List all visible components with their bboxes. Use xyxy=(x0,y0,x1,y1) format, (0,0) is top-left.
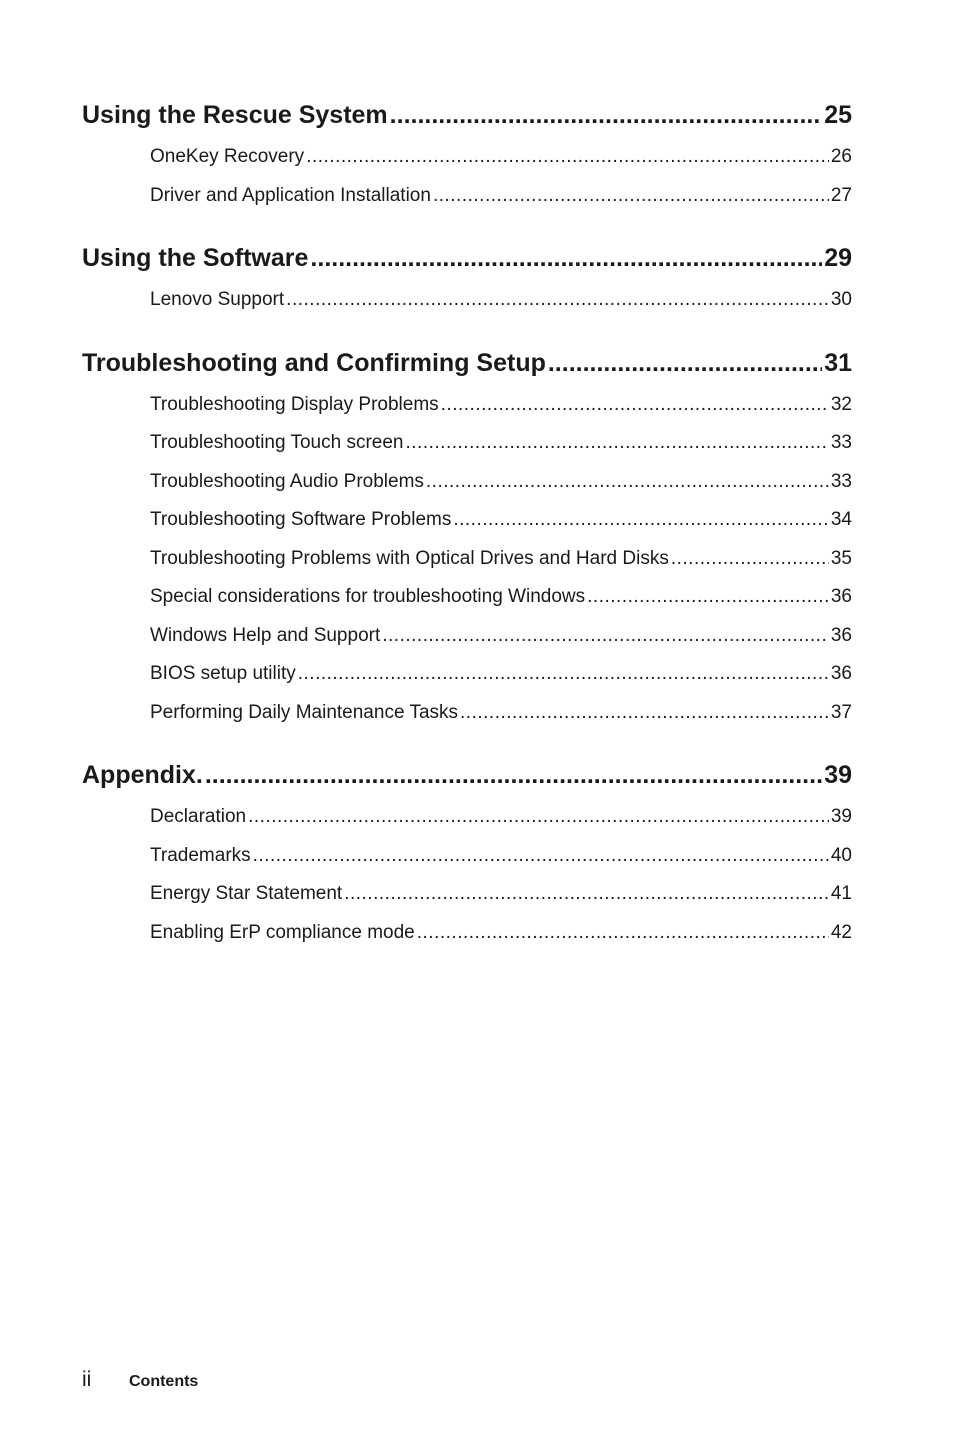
toc-entry-page: 26 xyxy=(830,146,852,167)
toc-entry-title: BIOS setup utility xyxy=(150,663,296,684)
toc-heading-page: 31 xyxy=(824,348,852,377)
toc-heading-page: 29 xyxy=(824,244,852,272)
dot-leader xyxy=(382,617,829,656)
toc-entry-link[interactable] xyxy=(150,578,852,617)
toc-entry-title: Troubleshooting Software Problems xyxy=(150,509,452,530)
toc-heading-title: Using the Software xyxy=(82,244,309,272)
toc-entry-page: 27 xyxy=(830,184,852,206)
toc-entry-link[interactable] xyxy=(150,655,852,694)
dot-leader xyxy=(548,344,822,382)
toc-section xyxy=(82,344,852,733)
dot-leader xyxy=(390,96,823,134)
toc-entry-page: 41 xyxy=(830,883,852,904)
toc-entry-page: 36 xyxy=(830,586,852,607)
toc-entry-page: 30 xyxy=(830,289,852,310)
toc-section xyxy=(82,756,852,952)
toc-entry-link[interactable] xyxy=(150,694,852,733)
toc-entry-title: OneKey Recovery xyxy=(150,146,305,167)
dot-leader xyxy=(286,281,829,320)
toc-entry-title: Performing Daily Maintenance Tasks xyxy=(150,701,459,723)
toc-entry-page: 35 xyxy=(830,547,852,569)
dot-leader xyxy=(344,875,829,914)
dot-leader xyxy=(253,837,829,876)
toc-entry-title: Troubleshooting Display Problems xyxy=(150,393,439,415)
toc-entry-page: 34 xyxy=(830,509,852,530)
toc-entry-link[interactable] xyxy=(150,501,852,540)
toc-entry-title: Windows Help and Support xyxy=(150,624,381,646)
dot-leader xyxy=(406,424,829,463)
toc-entry-page: 39 xyxy=(830,806,852,827)
toc-heading-title: Appendix. xyxy=(82,761,203,789)
toc-entry-link[interactable] xyxy=(150,617,852,656)
toc-section xyxy=(82,239,852,320)
dot-leader xyxy=(426,463,829,502)
page-footer xyxy=(82,1368,198,1392)
toc-heading-link[interactable] xyxy=(82,96,852,134)
toc-heading-title: Troubleshooting and Confirming Setup xyxy=(82,348,546,377)
toc-entry-link[interactable] xyxy=(150,875,852,914)
toc-heading-page: 39 xyxy=(824,761,852,789)
toc-entry-page: 36 xyxy=(830,663,852,684)
toc-entry-link[interactable] xyxy=(150,540,852,579)
dot-leader xyxy=(417,914,829,953)
toc-entry-page: 37 xyxy=(830,701,852,723)
dot-leader xyxy=(310,239,822,277)
toc-entry-link[interactable] xyxy=(150,463,852,502)
toc-heading-link[interactable] xyxy=(82,239,852,277)
toc-entry-title: Troubleshooting Touch screen xyxy=(150,432,404,453)
dot-leader xyxy=(433,177,829,216)
dot-leader xyxy=(453,501,829,540)
footer-label: Contents xyxy=(129,1373,199,1390)
toc-entry-link[interactable] xyxy=(150,138,852,177)
dot-leader xyxy=(671,540,829,579)
toc-section xyxy=(82,96,852,215)
dot-leader xyxy=(460,694,829,733)
toc-entry-page: 42 xyxy=(830,921,852,943)
toc-entry-link[interactable] xyxy=(150,281,852,320)
toc-entry-title: Energy Star Statement xyxy=(150,883,343,904)
dot-leader xyxy=(587,578,829,617)
toc-entry-title: Lenovo Support xyxy=(150,289,285,310)
toc-entry-title: Driver and Application Installation xyxy=(150,184,431,206)
dot-leader xyxy=(205,756,822,794)
toc-entry-title: Special considerations for troubleshooting Windows xyxy=(150,586,586,607)
page-number: ii xyxy=(82,1368,92,1391)
toc-entry-page: 36 xyxy=(830,624,852,646)
toc-entry-title: Enabling ErP compliance mode xyxy=(150,921,415,943)
toc-entry-page: 33 xyxy=(830,432,852,453)
toc-heading-page: 25 xyxy=(824,101,852,129)
toc-entry-title: Troubleshooting Problems with Optical Drives and Hard Disks xyxy=(150,547,669,569)
toc-entry-title: Trademarks xyxy=(150,844,251,866)
toc-heading-link[interactable] xyxy=(82,344,852,382)
toc-entry-title: Declaration xyxy=(150,806,247,827)
dot-leader xyxy=(306,138,829,177)
toc-entry-title: Troubleshooting Audio Problems xyxy=(150,470,424,492)
toc-entry-page: 33 xyxy=(830,470,852,492)
table-of-contents xyxy=(82,96,852,976)
toc-entry-page: 32 xyxy=(830,393,852,415)
toc-entry-link[interactable] xyxy=(150,177,852,216)
toc-entry-page: 40 xyxy=(830,844,852,866)
dot-leader xyxy=(298,655,829,694)
toc-heading-link[interactable] xyxy=(82,756,852,794)
toc-entry-link[interactable] xyxy=(150,798,852,837)
dot-leader xyxy=(248,798,829,837)
toc-entry-link[interactable] xyxy=(150,386,852,425)
toc-entry-link[interactable] xyxy=(150,837,852,876)
toc-entry-link[interactable] xyxy=(150,424,852,463)
dot-leader xyxy=(441,386,829,425)
toc-heading-title: Using the Rescue System xyxy=(82,101,388,129)
toc-entry-link[interactable] xyxy=(150,914,852,953)
